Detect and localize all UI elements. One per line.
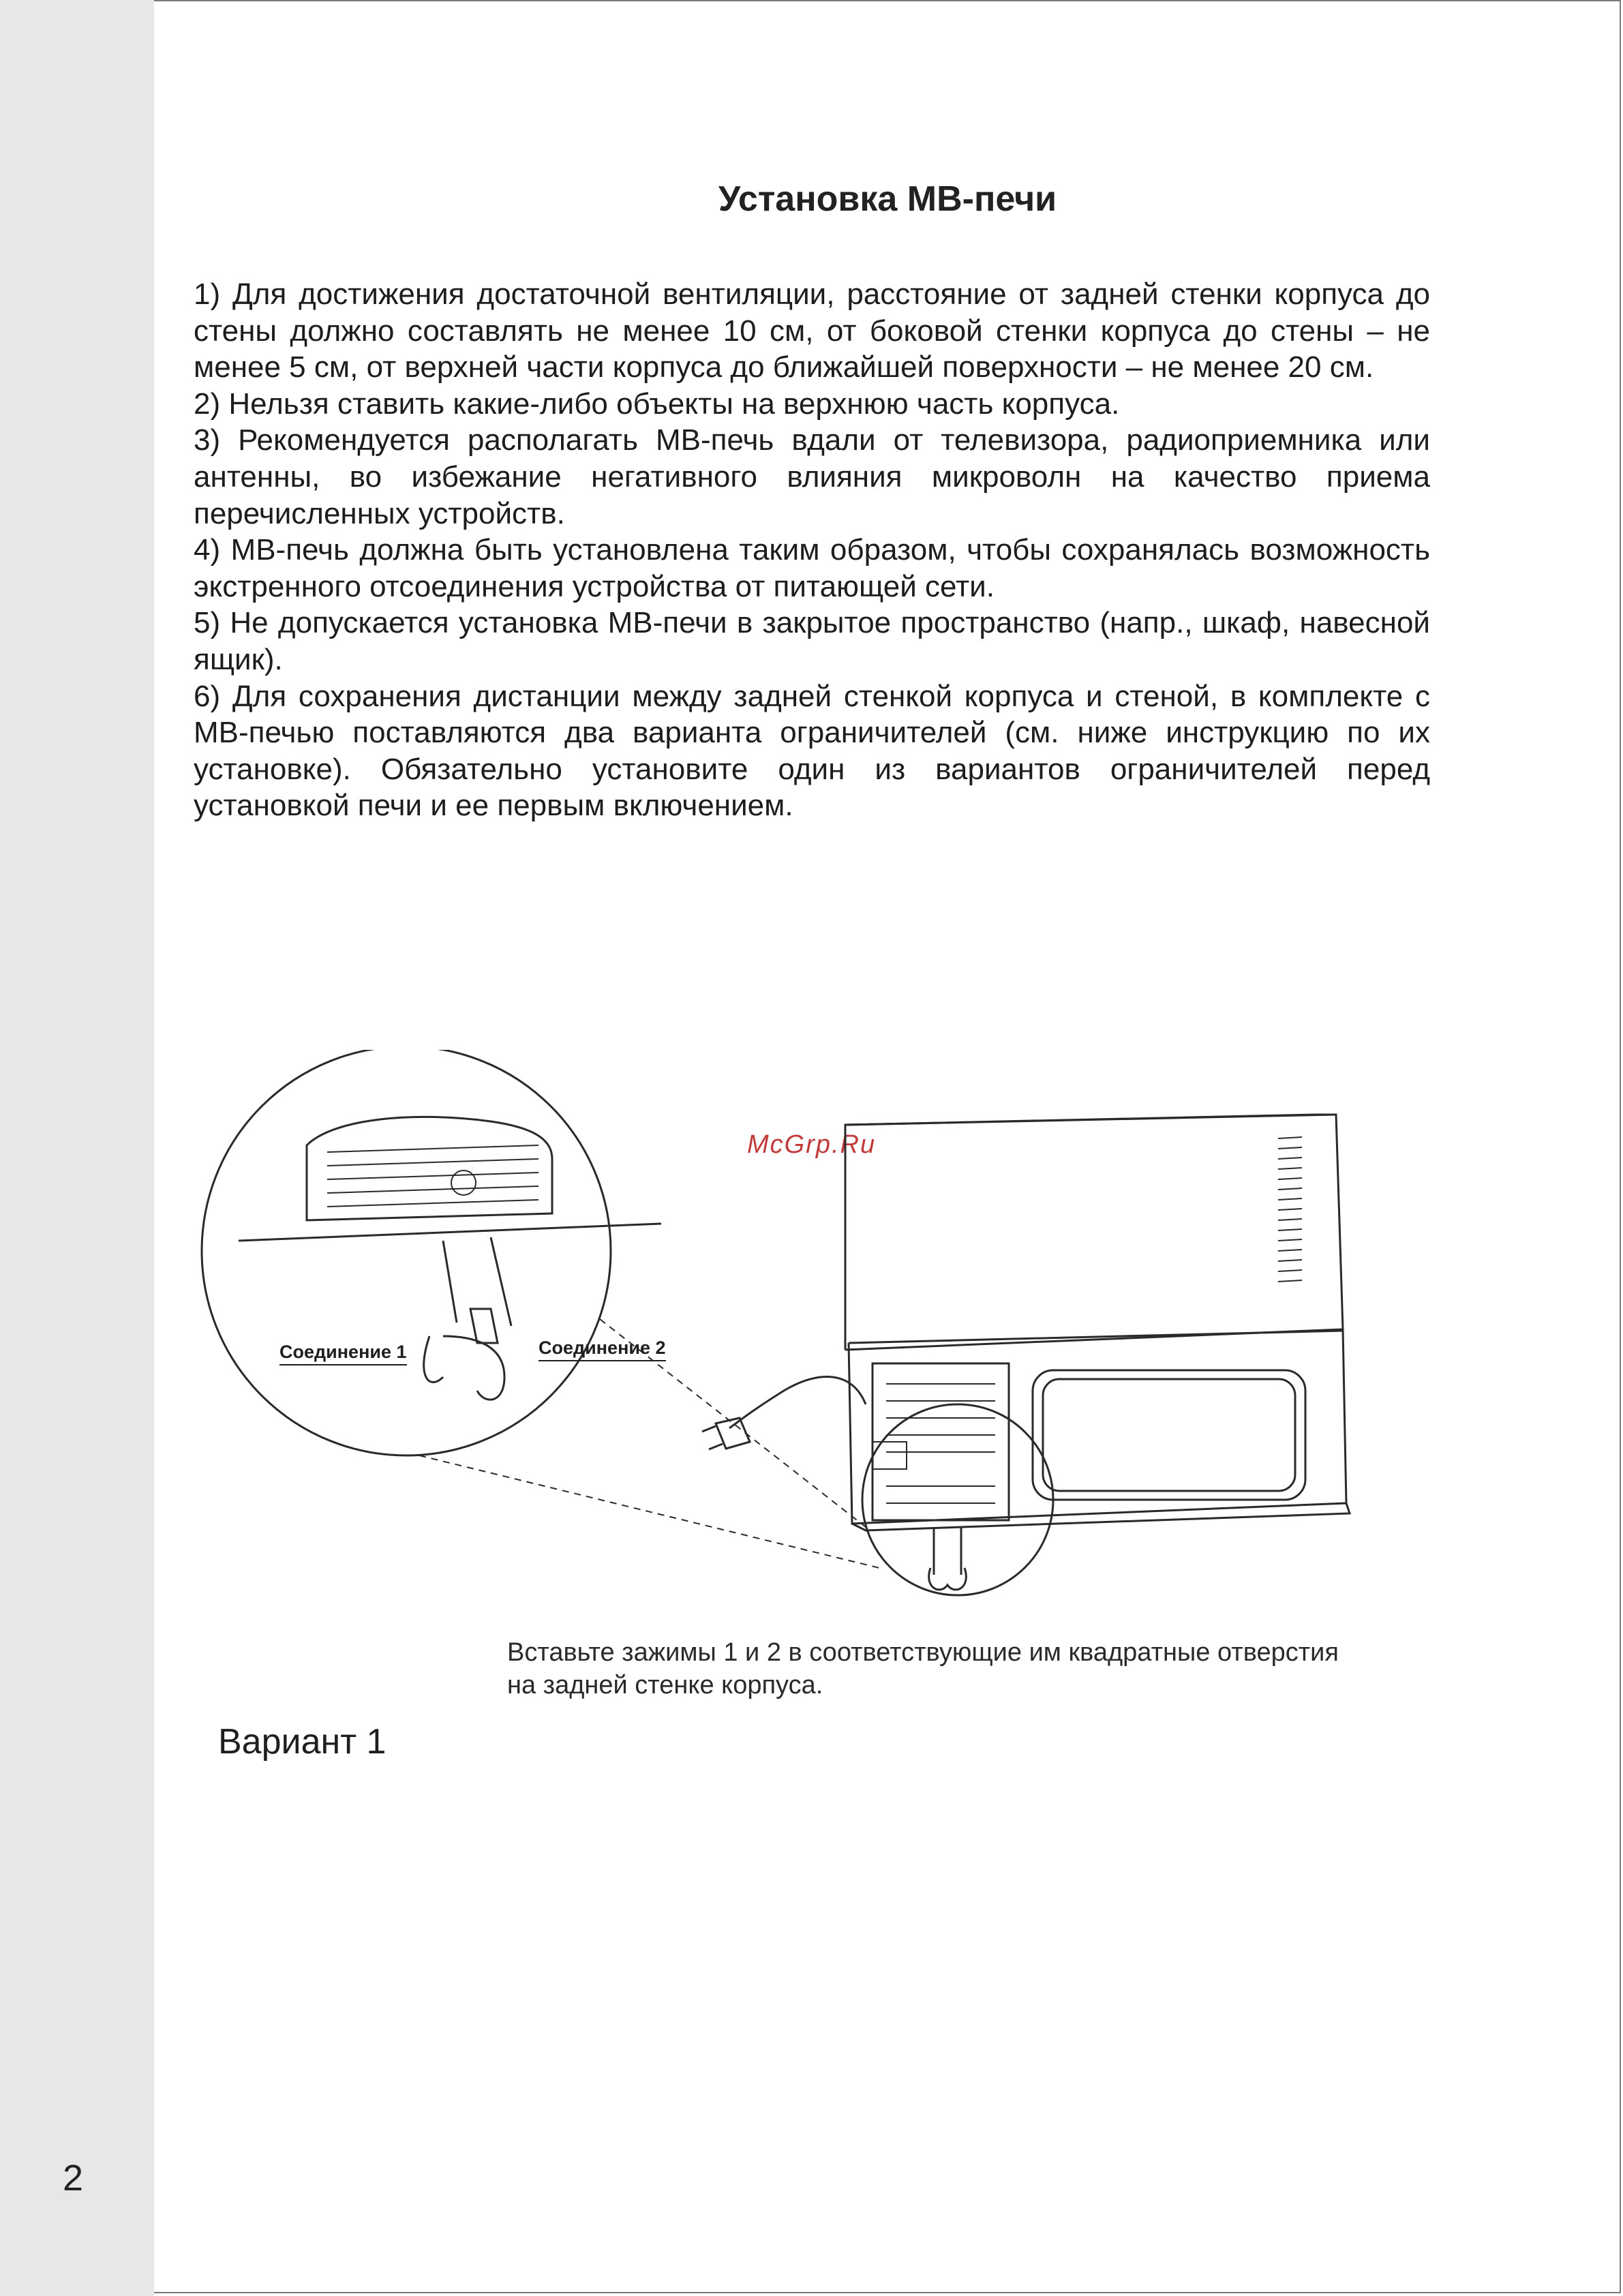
instruction-item-1: 1) Для достижения достаточной вентиляции, расстояние от задней стенки корпуса до стены должно составлять не менее 10 см, от боковой стенки корпуса до стены – не менее 5 см, от верхней части корпуса до ближайшей поверхности – не менее 20 см. bbox=[194, 277, 1430, 384]
figure-caption bbox=[507, 1636, 1407, 1702]
watermark: McGrp.Ru bbox=[747, 1130, 877, 1159]
microwave-body bbox=[702, 1115, 1350, 1590]
variant-label: Вариант 1 bbox=[218, 1722, 386, 1762]
left-margin-strip bbox=[0, 0, 154, 2296]
figure-caption-line-1: Вставьте зажимы 1 и 2 в соответствующие им квадратные отверстия bbox=[507, 1638, 1339, 1667]
instruction-item-4: 4) МВ-печь должна быть установлена таким образом, чтобы сохранялась возможность экстренного отсоединения устройства от питающей сети. bbox=[194, 533, 1430, 603]
connection-2-label: Соединение 2 bbox=[539, 1338, 666, 1361]
small-detail-circle bbox=[862, 1404, 1053, 1595]
instructions-list bbox=[194, 276, 1430, 824]
figure-caption-line-2: на задней стенке корпуса. bbox=[507, 1671, 823, 1700]
installation-figure bbox=[184, 1050, 1431, 1807]
instruction-item-2: 2) Нельзя ставить какие-либо объекты на верхнюю часть корпуса. bbox=[194, 387, 1120, 421]
instruction-item-6: 6) Для сохранения дистанции между задней стенкой корпуса и стеной, в комплекте с МВ-печью поставляются два варианта ограничителей (см. ниже инструкцию по их установке). Обязательно установите один из вариантов ограничителей перед установкой печи и ее первым включением. bbox=[194, 679, 1430, 823]
page-number: 2 bbox=[63, 2158, 84, 2199]
instruction-item-5: 5) Не допускается установка МВ-печи в закрытое пространство (напр., шкаф, навесной ящик). bbox=[194, 606, 1430, 676]
instruction-item-3: 3) Рекомендуется располагать МВ-печь вдали от телевизора, радиоприемника или антенны, во избежание негативного влияния микроволн на качество приема перечисленных устройств. bbox=[194, 423, 1430, 530]
page-title: Установка МВ-печи bbox=[718, 179, 1057, 219]
connection-1-label: Соединение 1 bbox=[279, 1342, 407, 1365]
magnifier-circle bbox=[202, 1050, 611, 1455]
